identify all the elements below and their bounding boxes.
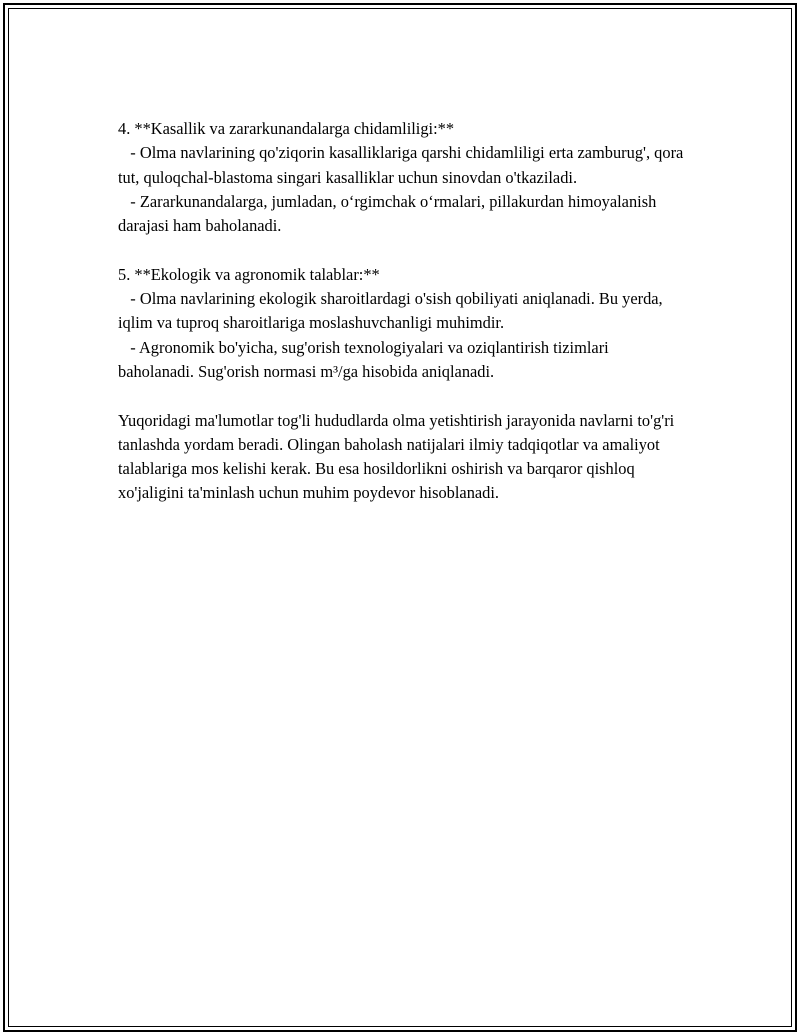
section-5 xyxy=(118,263,688,384)
section-4-bullet-1: - Olma navlarining qo'ziqorin kasalliklariga qarshi chidamliligi erta zamburug', qora tut, quloqchal-blastoma singari kasalliklar uchun sinovdan o'tkaziladi. xyxy=(118,143,688,187)
section-4 xyxy=(118,117,688,238)
paragraph-gap xyxy=(118,238,688,262)
section-5-heading: 5. **Ekologik va agronomik talablar:** xyxy=(118,264,380,284)
section-5-bullet-1: - Olma navlarining ekologik sharoitlardagi o'sish qobiliyati aniqlanadi. Bu yerda, iqlim va tuproq sharoitlariga moslashuvchanligi muhimdir. xyxy=(118,289,667,333)
document-body xyxy=(118,117,688,506)
section-4-heading: 4. **Kasallik va zararkunandalarga chidamliligi:** xyxy=(118,119,455,138)
paragraph-gap xyxy=(118,384,688,408)
conclusion-paragraph: Yuqoridagi ma'lumotlar tog'li hududlarda olma yetishtirish jarayonida navlarni to'g'ri tanlashda yordam beradi. Olingan baholash natijalari ilmiy tadqiqotlar va amaliyot talablariga mos kelishi kerak. Bu esa hosildorlikni oshirish va barqaror qishloq xo'jaligini ta'minlash uchun muhim poydevor hisoblanadi. xyxy=(118,410,679,503)
section-5-bullet-2: - Agronomik bo'yicha, sug'orish texnologiyalari va oziqlantirish tizimlari baholanadi. Sug'orish normasi m³/ga hisobida aniqlanadi. xyxy=(118,337,613,381)
section-4-bullet-2: - Zararkunandalarga, jumladan, o‘rgimchak o‘rmalari, pillakurdan himoyalanish darajasi ham baholanadi. xyxy=(118,191,661,236)
